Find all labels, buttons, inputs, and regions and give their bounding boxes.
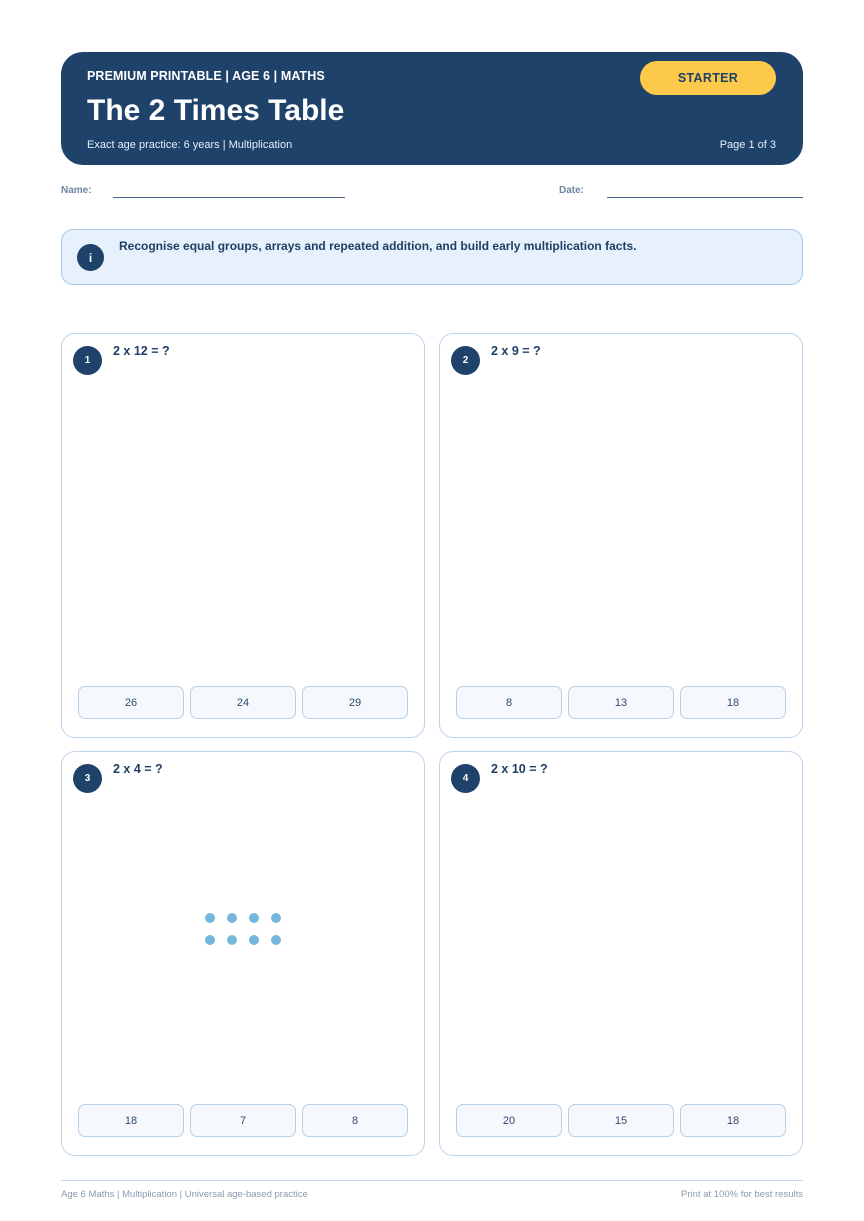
answer-options xyxy=(456,686,786,719)
instructions-box xyxy=(61,229,803,285)
array-dot xyxy=(249,935,259,945)
answer-option[interactable]: 7 xyxy=(190,1104,296,1137)
array-dot xyxy=(205,935,215,945)
info-icon: i xyxy=(77,244,104,271)
question-text: 2 x 9 = ? xyxy=(491,344,541,358)
question-card-3 xyxy=(61,751,425,1156)
array-dot xyxy=(205,913,215,923)
answer-option[interactable]: 18 xyxy=(680,686,786,719)
question-card-4 xyxy=(439,751,803,1156)
answer-option[interactable]: 8 xyxy=(302,1104,408,1137)
instructions-text: Recognise equal groups, arrays and repeated addition, and build early multiplication facts. xyxy=(119,239,637,253)
header-subtitle: Exact age practice: 6 years | Multiplication xyxy=(87,139,293,151)
header-kicker: PREMIUM PRINTABLE | AGE 6 | MATHS xyxy=(87,69,325,83)
worksheet-header xyxy=(61,52,803,165)
answer-option[interactable]: 18 xyxy=(78,1104,184,1137)
footer-divider xyxy=(61,1180,803,1181)
question-text: 2 x 10 = ? xyxy=(491,762,548,776)
page-title: The 2 Times Table xyxy=(87,94,345,127)
question-text: 2 x 4 = ? xyxy=(113,762,163,776)
answer-options xyxy=(78,686,408,719)
question-number: 3 xyxy=(73,764,102,793)
page-number: Page 1 of 3 xyxy=(719,139,776,151)
date-label: Date: xyxy=(559,185,585,196)
array-dot xyxy=(271,913,281,923)
array-dot xyxy=(227,935,237,945)
footer-left-text: Age 6 Maths | Multiplication | Universal age-based practice xyxy=(61,1189,308,1200)
answer-option[interactable]: 24 xyxy=(190,686,296,719)
name-label: Name: xyxy=(61,185,92,196)
answer-option[interactable]: 26 xyxy=(78,686,184,719)
array-dot xyxy=(249,913,259,923)
dot-array xyxy=(205,913,285,945)
question-card-1 xyxy=(61,333,425,738)
answer-option[interactable]: 13 xyxy=(568,686,674,719)
answer-options xyxy=(456,1104,786,1137)
answer-option[interactable]: 20 xyxy=(456,1104,562,1137)
question-number: 1 xyxy=(73,346,102,375)
array-dot xyxy=(227,913,237,923)
date-line[interactable] xyxy=(607,197,803,198)
array-dot xyxy=(271,935,281,945)
question-card-2 xyxy=(439,333,803,738)
answer-option[interactable]: 8 xyxy=(456,686,562,719)
name-line[interactable] xyxy=(113,197,345,198)
question-text: 2 x 12 = ? xyxy=(113,344,170,358)
level-badge: STARTER xyxy=(640,61,776,95)
footer-right-text: Print at 100% for best results xyxy=(681,1189,803,1200)
answer-option[interactable]: 15 xyxy=(568,1104,674,1137)
answer-option[interactable]: 29 xyxy=(302,686,408,719)
answer-options xyxy=(78,1104,408,1137)
question-number: 4 xyxy=(451,764,480,793)
answer-option[interactable]: 18 xyxy=(680,1104,786,1137)
question-number: 2 xyxy=(451,346,480,375)
